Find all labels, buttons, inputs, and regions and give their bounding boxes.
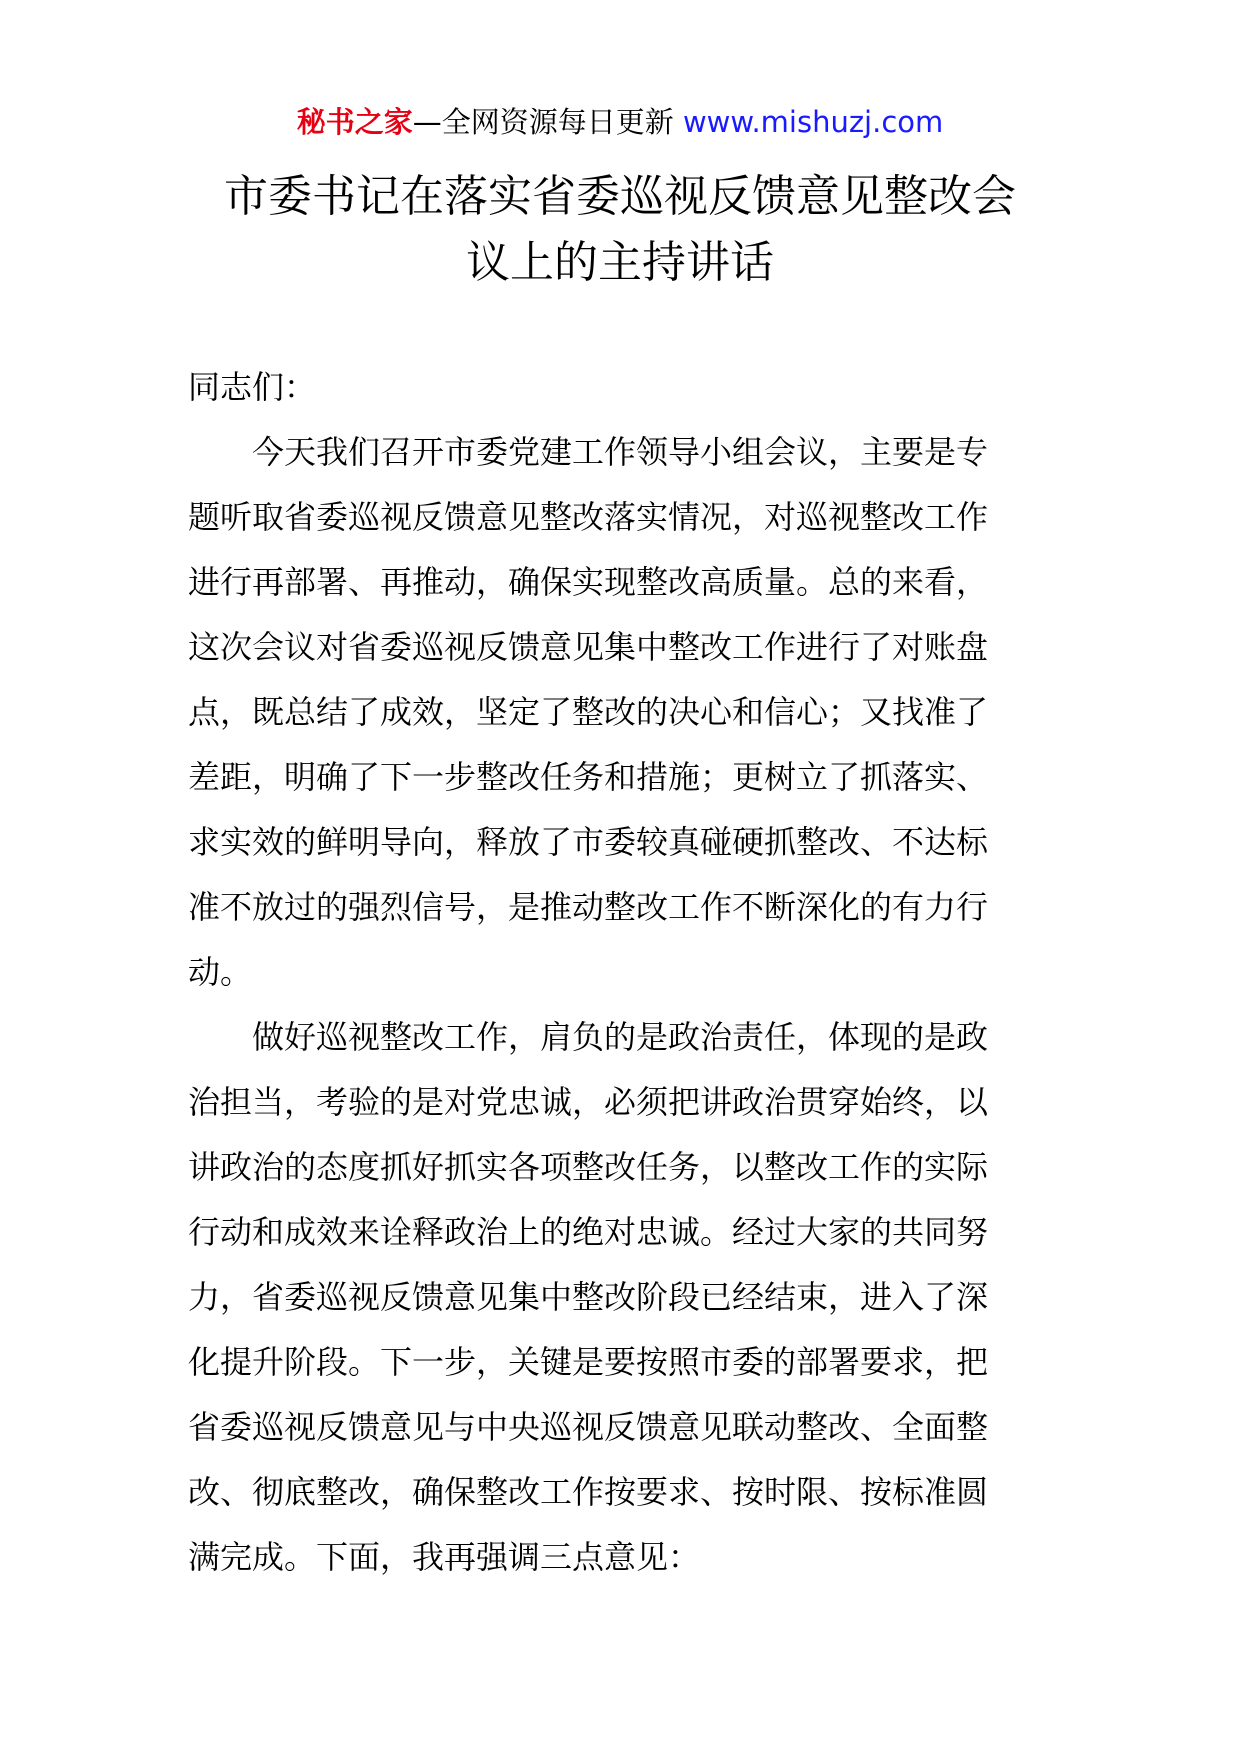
paragraph-line: 题听取省委巡视反馈意见整改落实情况，对巡视整改工作 [188, 498, 989, 536]
header-slogan: —全网资源每日更新 [412, 105, 683, 139]
paragraph-line: 这次会议对省委巡视反馈意见集中整改工作进行了对账盘 [188, 628, 989, 666]
title-line: 议上的主持讲话 [466, 237, 774, 288]
paragraph-line: 动。 [188, 953, 253, 991]
brand-name: 秘书之家 [296, 105, 413, 139]
paragraph-line: 力，省委巡视反馈意见集中整改阶段已经结束，进入了深 [188, 1278, 989, 1316]
paragraph-line: 治担当，考验的是对党忠诚，必须把讲政治贯穿始终，以 [188, 1083, 989, 1121]
paragraph-line: 进行再部署、再推动，确保实现整改高质量。总的来看， [188, 563, 989, 601]
paragraph-line: 改、彻底整改，确保整改工作按要求、按时限、按标准圆 [188, 1473, 989, 1511]
paragraph-line: 满完成。下面，我再强调三点意见： [188, 1538, 701, 1576]
paragraph-line: 准不放过的强烈信号，是推动整改工作不断深化的有力行 [188, 888, 989, 926]
site-url-link[interactable]: www.mishuzj.com [682, 105, 944, 139]
paragraph-line: 讲政治的态度抓好抓实各项整改任务，以整改工作的实际 [188, 1148, 989, 1186]
document-body [188, 355, 1052, 1590]
paragraph-line: 点，既总结了成效，坚定了整改的决心和信心；又找准了 [188, 693, 989, 731]
paragraph-line: 做好巡视整改工作，肩负的是政治责任，体现的是政 [188, 1018, 989, 1056]
paragraph-line: 省委巡视反馈意见与中央巡视反馈意见联动整改、全面整 [188, 1408, 989, 1446]
greeting: 同志们： [188, 368, 317, 406]
paragraph-line: 求实效的鲜明导向，释放了市委较真碰硬抓整改、不达标 [188, 823, 989, 861]
site-header [0, 100, 1240, 144]
paragraph-line: 化提升阶段。下一步，关键是要按照市委的部署要求，把 [188, 1343, 989, 1381]
paragraph-line: 行动和成效来诠释政治上的绝对忠诚。经过大家的共同努 [188, 1213, 989, 1251]
paragraph-line: 今天我们召开市委党建工作领导小组会议，主要是专 [188, 433, 989, 471]
paragraph-2 [188, 1005, 1052, 1590]
title-line: 市委书记在落实省委巡视反馈意见整改会 [224, 171, 1016, 222]
document-title [150, 164, 1090, 296]
paragraph-1 [188, 420, 1052, 1005]
paragraph-line: 差距，明确了下一步整改任务和措施；更树立了抓落实、 [188, 758, 989, 796]
